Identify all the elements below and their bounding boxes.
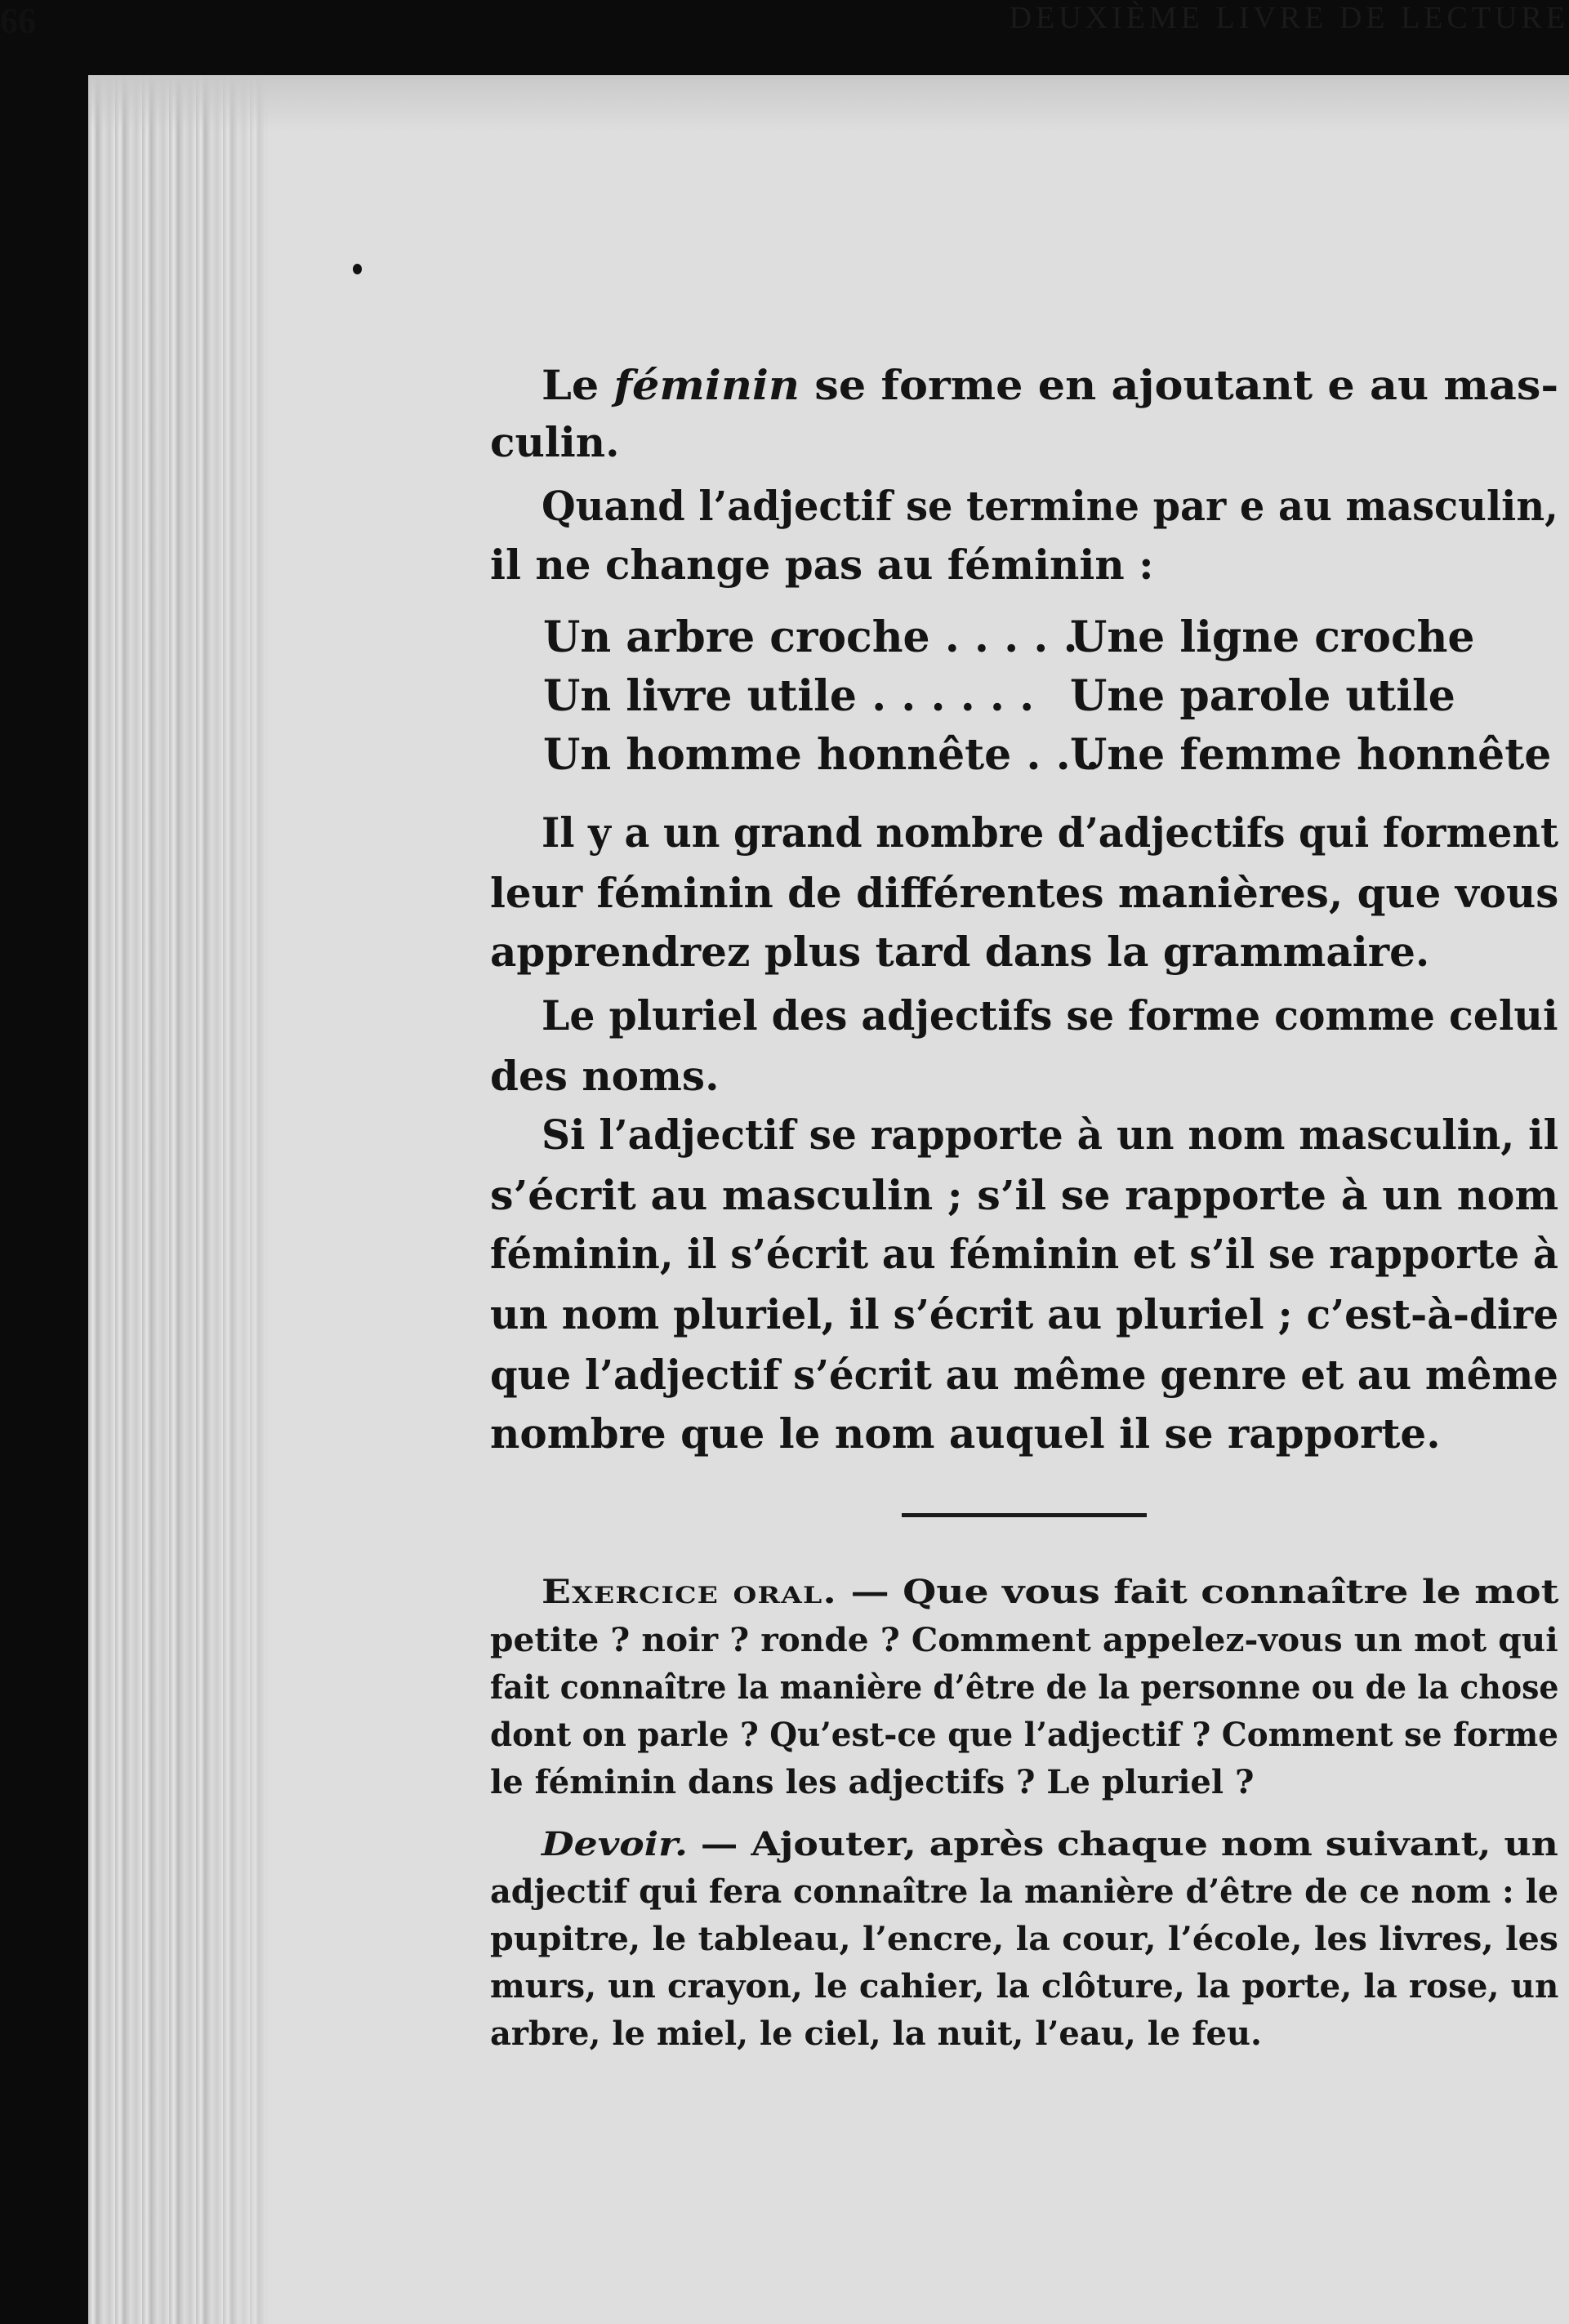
paragraph-line: il ne change pas au féminin : bbox=[490, 541, 1154, 589]
paragraph-line: des noms. bbox=[490, 1052, 720, 1100]
paragraph-line: féminin, il s’écrit au féminin et s’il se rapporte à bbox=[490, 1230, 1558, 1278]
homework-line bbox=[542, 1825, 1558, 1863]
exercise-line: petite ? noir ? ronde ? Comment appelez-vous un mot qui bbox=[490, 1621, 1558, 1659]
paragraph-line bbox=[542, 361, 1558, 409]
paragraph-line: leur féminin de différentes manières, que vous bbox=[490, 869, 1559, 917]
paragraph-line: Quand l’adjectif se termine par e au masculin, bbox=[542, 482, 1558, 530]
text-run: Le bbox=[542, 361, 614, 409]
homework-line: adjectif qui fera connaître la manière d’être de ce nom : le bbox=[490, 1872, 1559, 1911]
page-header bbox=[0, 0, 1569, 41]
paragraph-line: Il y a un grand nombre d’adjectifs qui forment bbox=[542, 808, 1559, 857]
exercise-line: le féminin dans les adjectifs ? Le pluriel ? bbox=[490, 1763, 1255, 1801]
exercise-line: fait connaître la manière d’être de la personne ou de la chose bbox=[490, 1668, 1559, 1707]
example-feminine: Une femme honnête bbox=[1070, 730, 1552, 780]
paragraph-line: apprendrez plus tard dans la grammaire. bbox=[490, 928, 1430, 976]
page-edge-fade bbox=[203, 75, 317, 2324]
homework-line: pupitre, le tableau, l’encre, la cour, l’école, les livres, les bbox=[490, 1920, 1558, 1958]
page-top-shading bbox=[88, 75, 1569, 132]
exercise-label: Exercice oral. bbox=[542, 1573, 838, 1611]
paragraph-line: Si l’adjectif se rapporte à un nom masculin, il bbox=[542, 1111, 1559, 1159]
homework-line: arbre, le miel, le ciel, la nuit, l’eau, le feu. bbox=[490, 2015, 1262, 2053]
paragraph-line: que l’adjectif s’écrit au même genre et au même bbox=[490, 1351, 1558, 1399]
section-separator bbox=[902, 1513, 1147, 1517]
text-run: se forme en ajoutant e au mas- bbox=[800, 361, 1559, 409]
paragraph-line: culin. bbox=[490, 418, 620, 466]
page-number: 66 bbox=[0, 1, 36, 41]
example-feminine: Une ligne croche bbox=[1070, 612, 1475, 662]
paragraph-line: Le pluriel des adjectifs se forme comme celui bbox=[542, 991, 1558, 1040]
text-run: — Que vous fait connaître le mot bbox=[837, 1573, 1559, 1611]
running-head: DEUXIÈME LIVRE DE LECTURE bbox=[1009, 1, 1569, 35]
text-run: — Ajouter, après chaque nom suivant, un bbox=[687, 1825, 1558, 1863]
margin-dot bbox=[353, 264, 362, 274]
example-masculine: Un livre utile . . . . . . bbox=[543, 671, 1035, 721]
exercise-line bbox=[542, 1573, 1558, 1611]
example-masculine: Un homme honnête . . . bbox=[543, 730, 1100, 780]
italic-term: féminin bbox=[613, 361, 800, 409]
example-feminine: Une parole utile bbox=[1070, 671, 1455, 721]
exercise-line: dont on parle ? Qu’est-ce que l’adjectif ? Comment se forme bbox=[490, 1716, 1558, 1754]
paragraph-line: s’écrit au masculin ; s’il se rapporte à un nom bbox=[490, 1171, 1559, 1219]
example-masculine: Un arbre croche . . . . . bbox=[543, 612, 1078, 662]
homework-line: murs, un crayon, le cahier, la clôture, la porte, la rose, un bbox=[490, 1967, 1559, 2006]
paragraph-line: nombre que le nom auquel il se rapporte. bbox=[490, 1409, 1441, 1458]
homework-label: Devoir. bbox=[542, 1825, 688, 1863]
paragraph-line: un nom pluriel, il s’écrit au pluriel ; c’est-à-dire bbox=[490, 1290, 1559, 1338]
